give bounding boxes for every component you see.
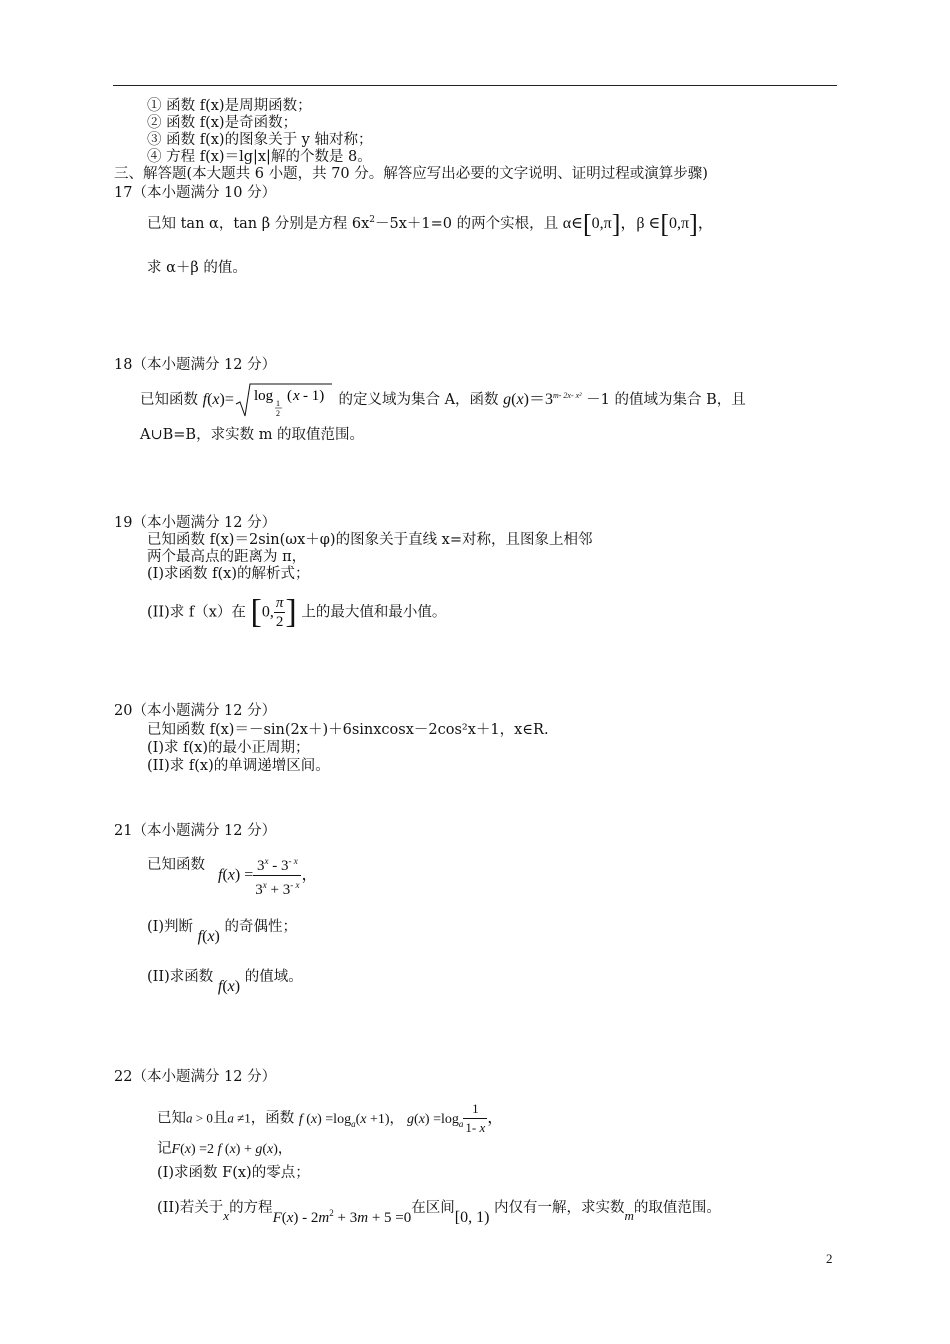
item-4: ④ 方程 f(x)＝lg|x|解的个数是 8。 — [147, 149, 372, 165]
q20-line3: (II)求 f(x)的单调递增区间。 — [147, 758, 330, 774]
q18-line1: 已知函数 f(x)= log 1 2 ( x - 1) 的定义域为集合 A，函数 $g(x)=3^{m- 2x- x^2} -1$ 的值域为集合 B，且 — [140, 380, 746, 420]
svg-text:(: ( — [286, 387, 292, 404]
q21-line2: (I)判断 f(x) 的奇偶性； — [147, 919, 297, 945]
q22-text-b: 且 — [212, 1110, 228, 1127]
q22-text-d: 记 — [157, 1141, 172, 1157]
item-1: ① 函数 f(x)是周期函数； — [147, 98, 312, 114]
q17-line2: 求 α＋β 的值。 — [147, 260, 247, 276]
svg-text:x: x — [292, 387, 300, 404]
q19-line1: 已知函数 f(x)＝2sin(ωx＋φ)的图象关于直线 x=对称，且图象上相邻 — [147, 532, 593, 548]
q20-heading: 20（本小题满分 12 分） — [114, 703, 277, 719]
q21-line1: 已知函数 — [147, 857, 205, 873]
q22-line1: 已知a > 0且a ≠1，函数 f $(x) =\log_a(x +1)$， $g(x) =\log_a$ $\frac{1}{1- x}$ ， — [157, 1101, 504, 1135]
q19-pi-half: $\frac{\pi}{2}$ — [275, 595, 284, 630]
q21-text-c: (II)求函数 — [147, 969, 214, 985]
q18-text-c: －1 的值域为集合 B，且 — [586, 391, 746, 408]
q18-heading: 18（本小题满分 12 分） — [114, 357, 277, 373]
q21-text-b: 的奇偶性； — [224, 919, 297, 935]
q17-line1: 已知 tan α，tan β 分别是方程 $6x^2-5x+1=0$ 的两个实根，且 α∈[0,π]，β ∈[0,π]， — [147, 209, 714, 239]
q22-text-e: (II)若关于 — [157, 1200, 224, 1216]
q17-heading: 17（本小题满分 10 分） — [114, 185, 277, 201]
q19-text-a: (II)求 f（x）在 — [147, 604, 246, 621]
q21-line3: (II)求函数 f(x) 的值域。 — [147, 969, 303, 995]
section-3-heading: 三、解答题(本大题共 6 小题，共 70 分。解答应写出必要的文字说明、证明过程或演算步骤) — [114, 166, 708, 182]
q18-text-a: 已知函数 — [140, 391, 198, 408]
q22-text-a: 已知 — [157, 1110, 186, 1127]
q22-heading: 22（本小题满分 12 分） — [114, 1069, 277, 1085]
q20-line2: (I)求 f(x)的最小正周期； — [147, 740, 310, 756]
svg-text:log: log — [253, 387, 274, 404]
item-3: ③ 函数 f(x)的图象关于 y 轴对称； — [147, 132, 373, 148]
q21-fraction: $\frac{3^x - 3^{- x}}{3^x + 3^{- x}}$ — [253, 852, 301, 899]
header-rule — [113, 85, 837, 86]
q19-line2: 两个最高点的距离为 π， — [147, 549, 307, 565]
q22-line3: (I)求函数 F(x)的零点； — [157, 1165, 310, 1181]
q22-text-i: 的取值范围。 — [633, 1200, 721, 1216]
q22-text-c: ，函数 — [250, 1110, 295, 1127]
q18-text-b: 的定义域为集合 A，函数 — [338, 391, 499, 408]
q22-text-g: 在区间 — [411, 1200, 455, 1216]
q22-line2: 记F(x) =2 f (x) + g(x)， — [157, 1141, 292, 1157]
q22-line4: (II)若关于x的方程$F(x) - 2m^2 + 3m + 5 =0$在区间[0, 1) 内仅有一解，求实数m的取值范围。 — [157, 1200, 721, 1226]
q21-formula: f(x) = $\frac{3^x - 3^{- x}}{3^x + 3^{- x}}$ ， — [218, 852, 317, 900]
q19-text-b: 上的最大值和最小值。 — [301, 604, 447, 621]
svg-text:1: 1 — [275, 398, 280, 408]
q17-alpha-interval: α∈[0,π]，β ∈[0,π]， — [562, 209, 714, 239]
page-number: 2 — [826, 1251, 833, 1266]
q19-heading: 19（本小题满分 12 分） — [114, 515, 277, 531]
q18-line2: A∪B=B，求实数 m 的取值范围。 — [140, 427, 365, 443]
q22-text-f: 的方程 — [229, 1200, 273, 1216]
q22-text-h: 内仅有一解，求实数 — [494, 1200, 625, 1216]
item-2: ② 函数 f(x)是奇函数； — [147, 115, 298, 131]
q18-sqrt-log — [234, 382, 334, 418]
q19-line4: (II)求 f（x）在 [0, $\frac{\pi}{2}$ ] 上的最大值和最小值。 — [147, 593, 447, 631]
q17-text-b: －5x＋1=0 的两个实根，且 — [374, 215, 559, 232]
svg-text:2: 2 — [275, 408, 280, 418]
q21-text-a: (I)判断 — [147, 919, 194, 935]
q21-heading: 21（本小题满分 12 分） — [114, 823, 277, 839]
q21-text-d: 的值域。 — [244, 969, 303, 985]
q17-text-a: 已知 tan α，tan β 分别是方程 6x — [147, 215, 370, 232]
q18-fx: f — [202, 390, 208, 408]
svg-text:- 1): - 1) — [302, 387, 325, 404]
q22-fraction: $\frac{1}{1- x}$ — [465, 1101, 486, 1135]
q19-line3: (I)求函数 f(x)的解析式； — [147, 566, 310, 582]
q20-line1: 已知函数 f(x)＝－sin(2x＋)＋6sinxcosx－2cos²x＋1，x∈R. — [147, 722, 549, 738]
